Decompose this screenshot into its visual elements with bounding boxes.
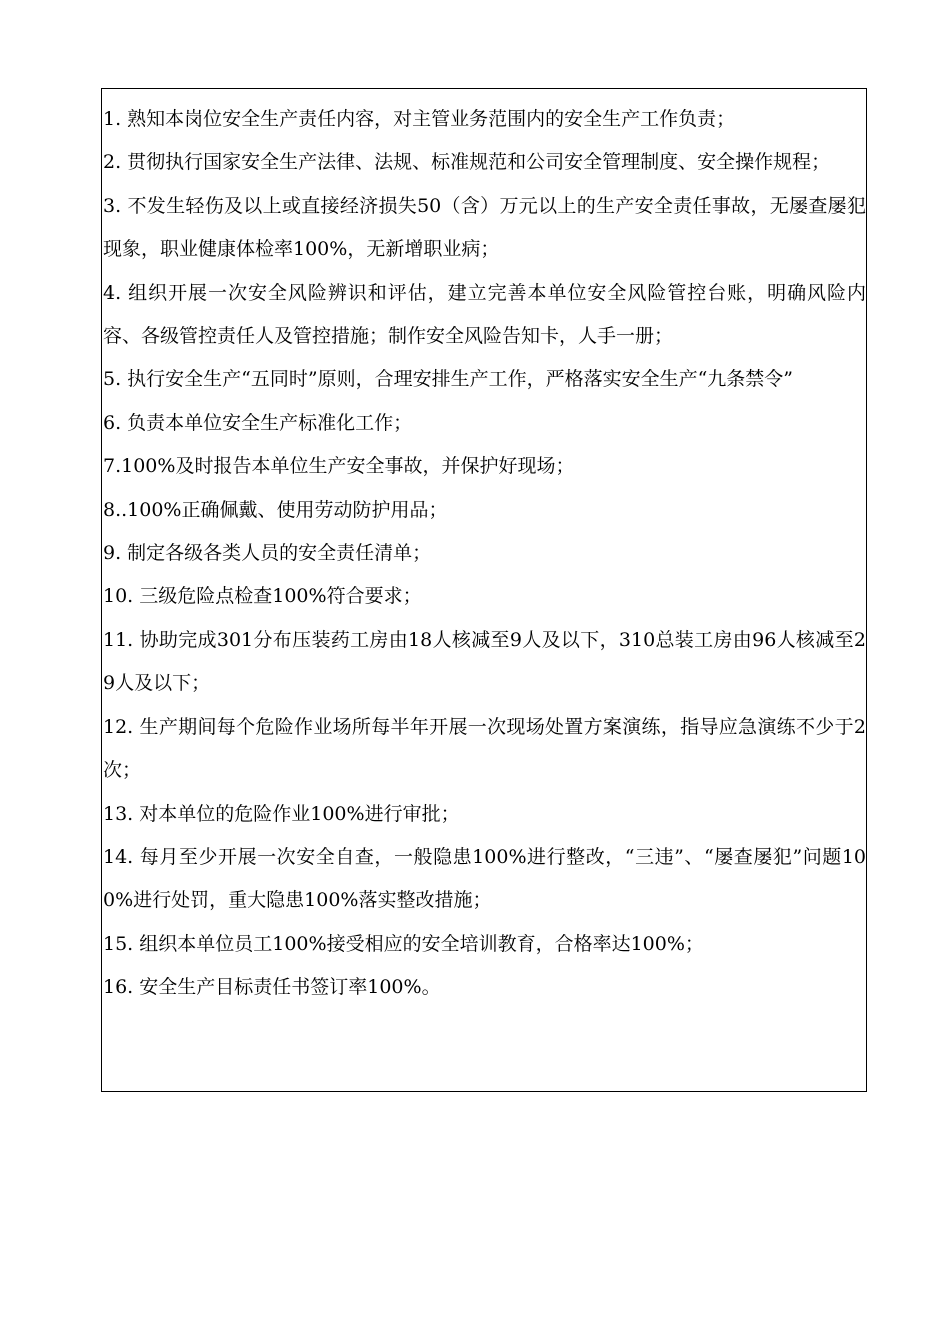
list-item: 15. 组织本单位员工100%接受相应的安全培训教育，合格率达100%； [103, 932, 704, 955]
responsibility-table-cell [101, 88, 867, 1092]
list-item: 4. 组织开展一次安全风险辨识和评估，建立完善本单位安全风险管控台账，明确风险内容、各级管控责任人及管控措施；制作安全风险告知卡，人手一册； [103, 281, 866, 348]
list-item: 8..100%正确佩戴、使用劳动防护用品； [103, 498, 448, 521]
list-item: 5. 执行安全生产“五同时”原则，合理安排生产工作，严格落实安全生产“九条禁令” [103, 368, 794, 391]
list-item: 1. 熟知本岗位安全生产责任内容，对主管业务范围内的安全生产工作负责； [103, 108, 736, 130]
list-item: 14. 每月至少开展一次安全自查，一般隐患100%进行整改，“三违”、“屡查屡犯”问题100%进行处罚，重大隐患100%落实整改措施； [103, 845, 866, 912]
list-item: 10. 三级危险点检查100%符合要求； [103, 585, 422, 608]
list-item: 3. 不发生轻伤及以上或直接经济损失50（含）万元以上的生产安全责任事故，无屡查屡犯现象，职业健康体检率100%，无新增职业病； [103, 194, 866, 261]
list-item: 6. 负责本单位安全生产标准化工作； [103, 411, 413, 434]
list-item: 12. 生产期间每个危险作业场所每半年开展一次现场处置方案演练，指导应急演练不少于2次； [103, 715, 866, 782]
list-item: 16. 安全生产目标责任书签订率100%。 [103, 976, 441, 999]
list-item: 7.100%及时报告本单位生产安全事故，并保护好现场； [103, 455, 575, 478]
list-item: 9. 制定各级各类人员的安全责任清单； [103, 542, 432, 565]
responsibility-list [103, 98, 866, 1010]
list-item: 13. 对本单位的危险作业100%进行审批； [103, 802, 460, 825]
list-item: 2. 贯彻执行国家安全生产法律、法规、标准规范和公司安全管理制度、安全操作规程； [103, 151, 831, 174]
list-item: 11. 协助完成301分布压装药工房由18人核减至9人及以下，310总装工房由96人核减至29人及以下； [103, 628, 866, 695]
